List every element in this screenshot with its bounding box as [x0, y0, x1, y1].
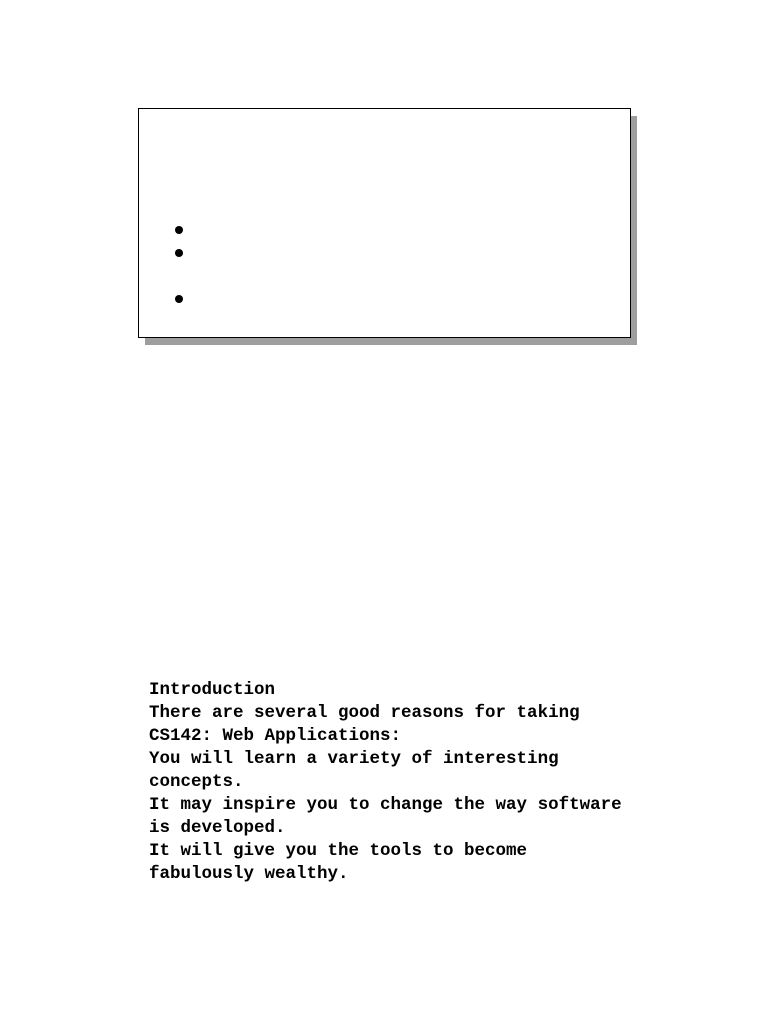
notes-reason: You will learn a variety of interesting concepts. — [149, 749, 559, 792]
notes-reason: It will give you the tools to become fabulously wealthy. — [149, 841, 528, 884]
slide-thumbnail — [138, 108, 631, 338]
bullet-icon — [175, 295, 183, 303]
speaker-notes — [149, 679, 639, 886]
notes-reason: It may inspire you to change the way software is developed. — [149, 795, 622, 838]
bullet-icon — [175, 249, 183, 257]
notes-intro: There are several good reasons for taking CS142: Web Applications: — [149, 703, 580, 746]
notes-title: Introduction — [149, 680, 276, 700]
bullet-icon — [175, 226, 183, 234]
